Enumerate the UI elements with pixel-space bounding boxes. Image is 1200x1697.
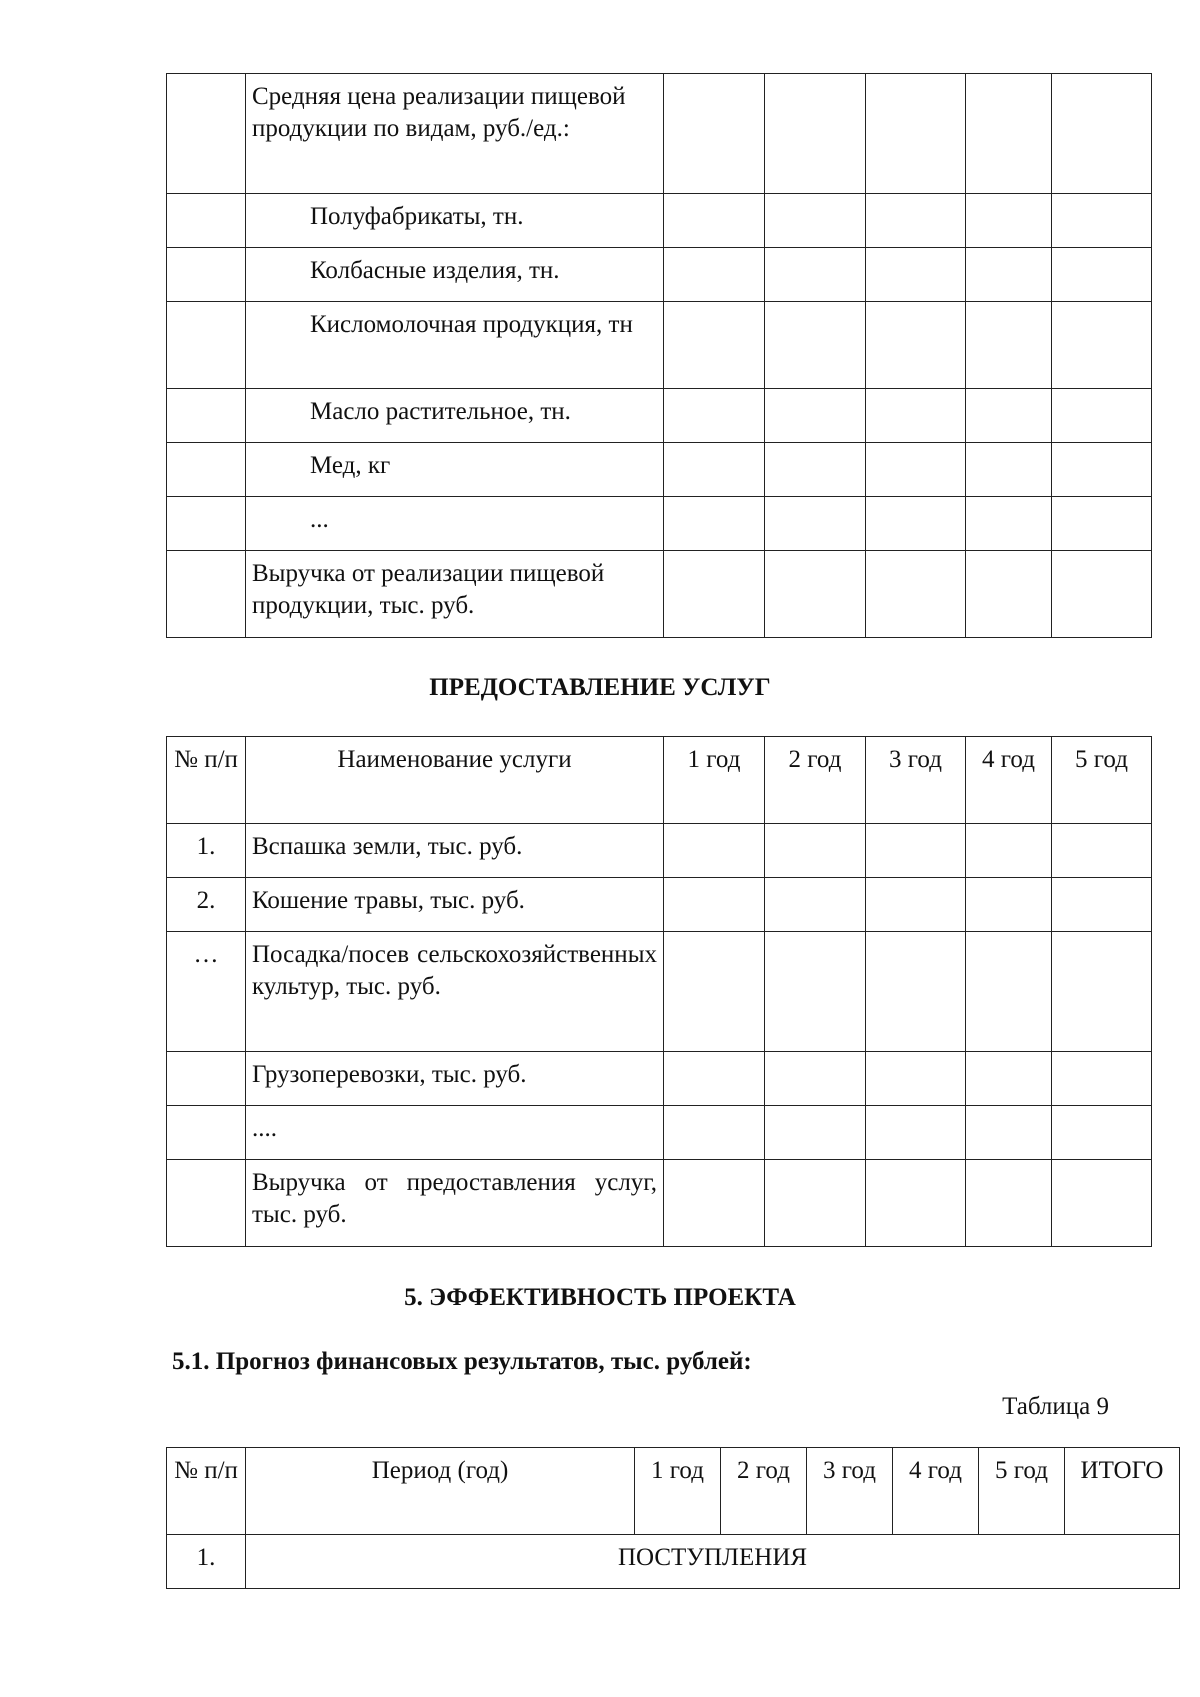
value-cell bbox=[664, 551, 765, 638]
header-year: 1 год bbox=[635, 1448, 721, 1535]
header-year: 1 год bbox=[664, 737, 765, 824]
section-title: 5. ЭФФЕКТИВНОСТЬ ПРОЕКТА bbox=[404, 1284, 796, 1311]
header-year: 4 год bbox=[893, 1448, 979, 1535]
row-number: 2. bbox=[167, 878, 246, 932]
value-cell bbox=[664, 1160, 765, 1247]
value-cell bbox=[866, 1160, 966, 1247]
table-row bbox=[167, 878, 1152, 932]
row-name: Выручка от предоставления услуг, тыс. руб. bbox=[246, 1160, 664, 1247]
value-cell bbox=[1052, 194, 1152, 248]
value-cell bbox=[765, 194, 866, 248]
services-table bbox=[166, 736, 1152, 1247]
row-name: Колбасные изделия, тн. bbox=[246, 248, 664, 302]
row-number bbox=[167, 1106, 246, 1160]
value-cell bbox=[664, 878, 765, 932]
row-name: Кошение травы, тыс. руб. bbox=[246, 878, 664, 932]
value-cell bbox=[1052, 389, 1152, 443]
header-year: 3 год bbox=[866, 737, 966, 824]
table-row bbox=[167, 74, 1152, 194]
value-cell bbox=[966, 1160, 1052, 1247]
row-name: ... bbox=[246, 497, 664, 551]
value-cell bbox=[1052, 1106, 1152, 1160]
row-number bbox=[167, 194, 246, 248]
table-row bbox=[167, 389, 1152, 443]
table-row bbox=[167, 1052, 1152, 1106]
value-cell bbox=[1052, 1052, 1152, 1106]
row-name: Грузоперевозки, тыс. руб. bbox=[246, 1052, 664, 1106]
row-number: 1. bbox=[167, 1535, 246, 1589]
table-row bbox=[167, 497, 1152, 551]
row-number: … bbox=[167, 932, 246, 1052]
row-number bbox=[167, 497, 246, 551]
value-cell bbox=[966, 1106, 1052, 1160]
table-row bbox=[167, 1160, 1152, 1247]
header-year: 5 год bbox=[979, 1448, 1065, 1535]
value-cell bbox=[765, 551, 866, 638]
value-cell bbox=[966, 74, 1052, 194]
value-cell bbox=[664, 389, 765, 443]
value-cell bbox=[1052, 497, 1152, 551]
table-row bbox=[167, 194, 1152, 248]
value-cell bbox=[765, 302, 866, 389]
value-cell bbox=[1052, 932, 1152, 1052]
value-cell bbox=[866, 932, 966, 1052]
value-cell bbox=[664, 932, 765, 1052]
value-cell bbox=[765, 1106, 866, 1160]
row-name: Вспашка земли, тыс. руб. bbox=[246, 824, 664, 878]
value-cell bbox=[1052, 248, 1152, 302]
table-row bbox=[167, 1535, 1180, 1589]
table-header-row bbox=[167, 737, 1152, 824]
table-row bbox=[167, 443, 1152, 497]
row-section-label: ПОСТУПЛЕНИЯ bbox=[246, 1535, 1180, 1589]
value-cell bbox=[664, 1106, 765, 1160]
value-cell bbox=[1052, 302, 1152, 389]
value-cell bbox=[765, 932, 866, 1052]
services-heading: ПРЕДОСТАВЛЕНИЕ УСЛУГ bbox=[429, 674, 771, 701]
value-cell bbox=[765, 74, 866, 194]
value-cell bbox=[1052, 551, 1152, 638]
value-cell bbox=[866, 302, 966, 389]
value-cell bbox=[664, 443, 765, 497]
value-cell bbox=[664, 497, 765, 551]
row-number bbox=[167, 248, 246, 302]
value-cell bbox=[966, 932, 1052, 1052]
value-cell bbox=[966, 302, 1052, 389]
value-cell bbox=[966, 497, 1052, 551]
value-cell bbox=[966, 248, 1052, 302]
value-cell bbox=[866, 74, 966, 194]
value-cell bbox=[664, 194, 765, 248]
row-number bbox=[167, 551, 246, 638]
header-year: 4 год bbox=[966, 737, 1052, 824]
section-subtitle: 5.1. Прогноз финансовых результатов, тыс. рублей: bbox=[172, 1348, 752, 1375]
value-cell bbox=[966, 1052, 1052, 1106]
value-cell bbox=[1052, 824, 1152, 878]
row-number bbox=[167, 74, 246, 194]
value-cell bbox=[966, 878, 1052, 932]
header-num: № п/п bbox=[167, 737, 246, 824]
header-year: 2 год bbox=[721, 1448, 807, 1535]
table-row bbox=[167, 551, 1152, 638]
header-num: № п/п bbox=[167, 1448, 246, 1535]
value-cell bbox=[866, 497, 966, 551]
finance-table bbox=[166, 1447, 1180, 1589]
value-cell bbox=[966, 551, 1052, 638]
row-name: Средняя цена реализации пищевой продукции по видам, руб./ед.: bbox=[246, 74, 664, 194]
value-cell bbox=[765, 389, 866, 443]
table-row bbox=[167, 1106, 1152, 1160]
row-number bbox=[167, 1160, 246, 1247]
value-cell bbox=[765, 497, 866, 551]
value-cell bbox=[1052, 443, 1152, 497]
table-row bbox=[167, 248, 1152, 302]
header-year: 5 год bbox=[1052, 737, 1152, 824]
value-cell bbox=[765, 1052, 866, 1106]
value-cell bbox=[664, 74, 765, 194]
row-name: Масло растительное, тн. bbox=[246, 389, 664, 443]
value-cell bbox=[664, 824, 765, 878]
row-name: Полуфабрикаты, тн. bbox=[246, 194, 664, 248]
header-year: 3 год bbox=[807, 1448, 893, 1535]
header-period: Период (год) bbox=[246, 1448, 635, 1535]
food-price-table bbox=[166, 73, 1152, 638]
table-row bbox=[167, 302, 1152, 389]
value-cell bbox=[966, 194, 1052, 248]
value-cell bbox=[866, 1106, 966, 1160]
value-cell bbox=[966, 824, 1052, 878]
value-cell bbox=[866, 824, 966, 878]
value-cell bbox=[866, 551, 966, 638]
value-cell bbox=[866, 248, 966, 302]
header-service-name: Наименование услуги bbox=[246, 737, 664, 824]
table-row bbox=[167, 824, 1152, 878]
value-cell bbox=[765, 878, 866, 932]
value-cell bbox=[664, 302, 765, 389]
row-name: Выручка от реализации пищевой продукции, тыс. руб. bbox=[246, 551, 664, 638]
table-header-row bbox=[167, 1448, 1180, 1535]
row-number bbox=[167, 389, 246, 443]
value-cell bbox=[1052, 74, 1152, 194]
row-number bbox=[167, 1052, 246, 1106]
value-cell bbox=[1052, 878, 1152, 932]
table-label: Таблица 9 bbox=[1002, 1393, 1109, 1420]
row-name: .... bbox=[246, 1106, 664, 1160]
row-number bbox=[167, 302, 246, 389]
header-year: 2 год bbox=[765, 737, 866, 824]
value-cell bbox=[866, 1052, 966, 1106]
value-cell bbox=[664, 1052, 765, 1106]
value-cell bbox=[1052, 1160, 1152, 1247]
value-cell bbox=[765, 824, 866, 878]
value-cell bbox=[966, 443, 1052, 497]
value-cell bbox=[866, 878, 966, 932]
value-cell bbox=[664, 248, 765, 302]
table-row bbox=[167, 932, 1152, 1052]
header-total: ИТОГО bbox=[1065, 1448, 1180, 1535]
value-cell bbox=[966, 389, 1052, 443]
value-cell bbox=[866, 443, 966, 497]
row-number bbox=[167, 443, 246, 497]
value-cell bbox=[866, 194, 966, 248]
row-name: Мед, кг bbox=[246, 443, 664, 497]
value-cell bbox=[765, 1160, 866, 1247]
row-name: Посадка/посев сельскохозяйственных культур, тыс. руб. bbox=[246, 932, 664, 1052]
value-cell bbox=[765, 443, 866, 497]
value-cell bbox=[866, 389, 966, 443]
row-name: Кисломолочная продукция, тн bbox=[246, 302, 664, 389]
value-cell bbox=[765, 248, 866, 302]
row-number: 1. bbox=[167, 824, 246, 878]
